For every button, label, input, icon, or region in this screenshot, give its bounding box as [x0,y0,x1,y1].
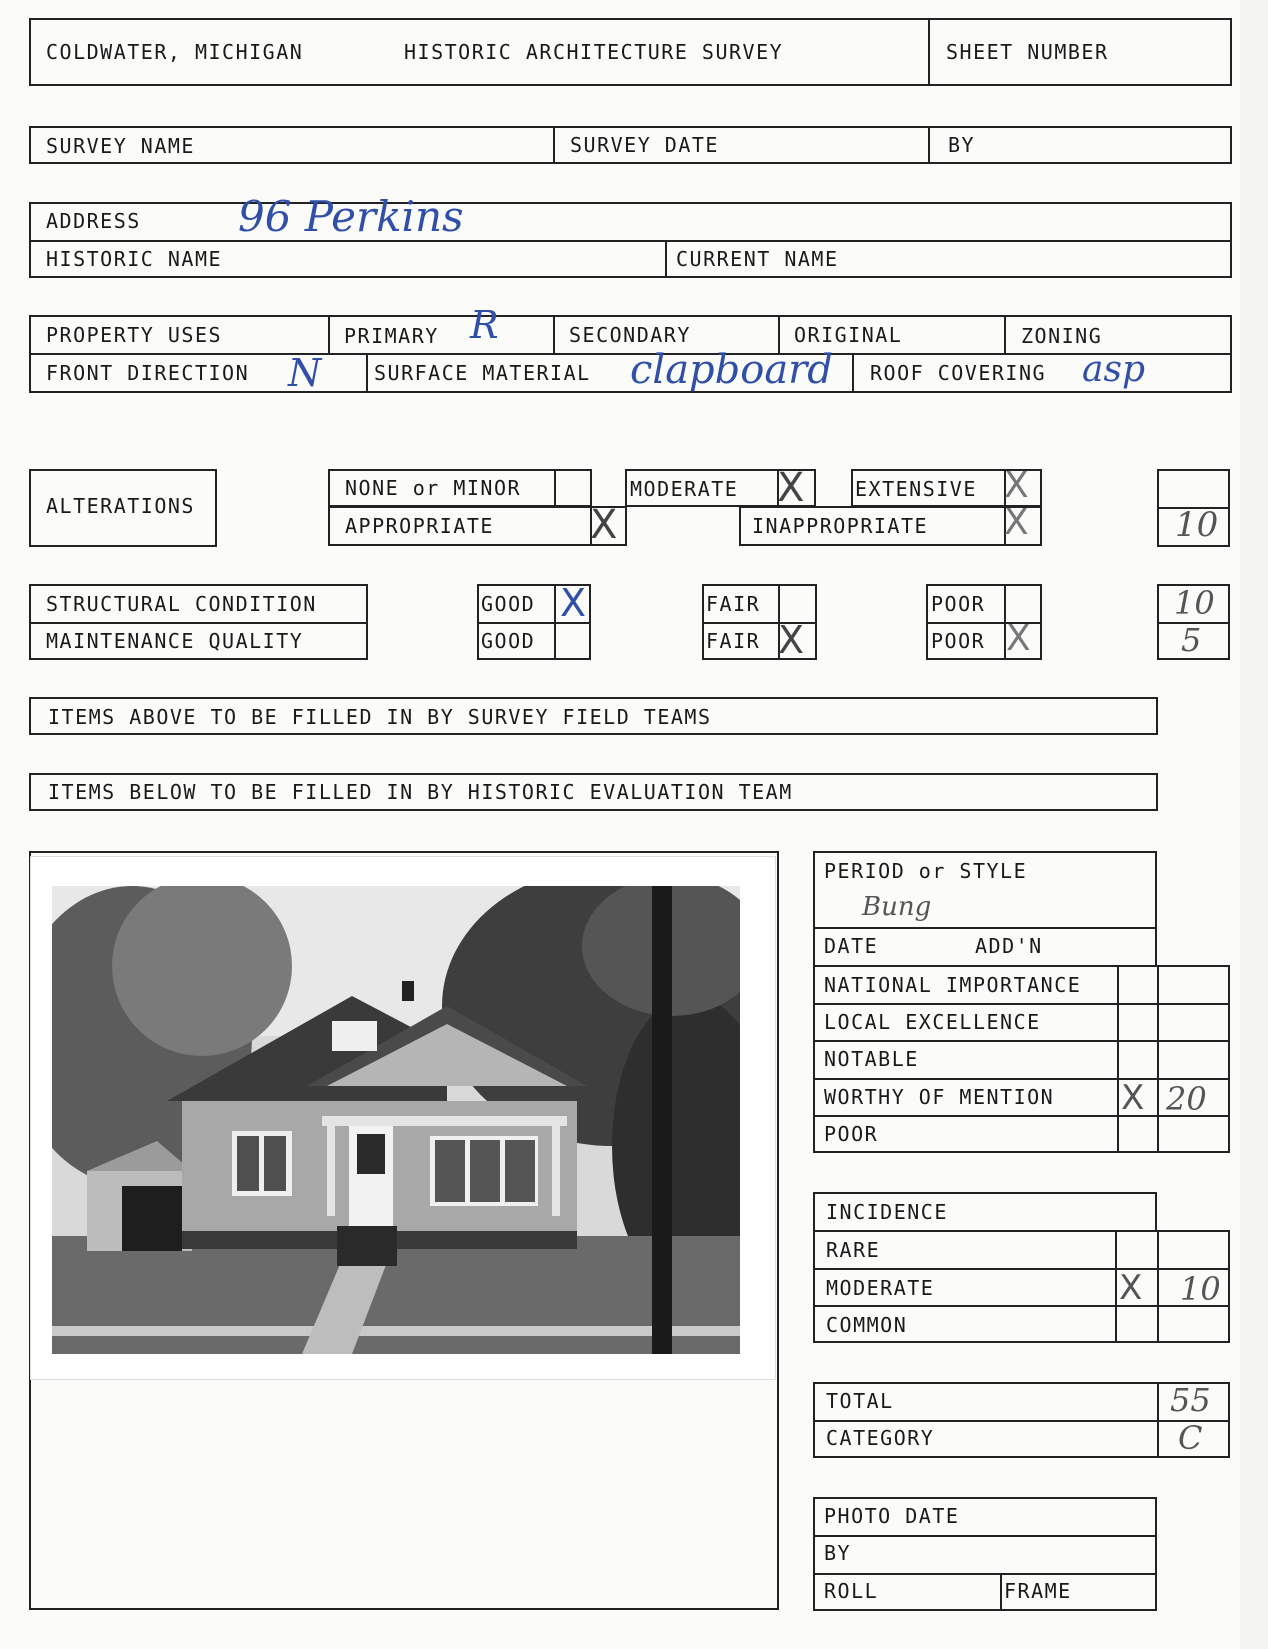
incidence-label: INCIDENCE [826,1200,948,1224]
primary-value: R [470,303,499,347]
roof-covering-value: asp [1082,349,1145,390]
common-label: COMMON [826,1313,908,1337]
rare-label: RARE [826,1238,881,1262]
addn-label: ADD'N [975,934,1043,958]
house-photo [52,886,740,1354]
maintenance-fair-label: FAIR [706,629,761,653]
maintenance-poor-checkmark: X [1006,618,1031,659]
notable-label: NOTABLE [824,1047,919,1071]
survey-by-label: BY [948,133,976,157]
alterations-score: 10 [1175,505,1219,545]
current-name-label: CURRENT NAME [676,247,839,271]
structural-fair-label: FAIR [706,592,761,616]
historic-name-label: HISTORIC NAME [46,247,223,271]
page-title: HISTORIC ARCHITECTURE SURVEY [404,40,784,64]
surface-material-label: SURFACE MATERIAL [374,361,591,385]
worthy-checkmark: X [1121,1078,1145,1118]
moderate-label: MODERATE [630,477,739,501]
secondary-label: SECONDARY [569,323,691,347]
category-label: CATEGORY [826,1426,935,1450]
maintenance-poor-label: POOR [931,629,986,653]
none-minor-label: NONE or MINOR [345,476,522,500]
appropriate-checkmark: X [590,502,618,548]
category-value: C [1178,1419,1203,1457]
extensive-label: EXTENSIVE [855,477,977,501]
front-direction-label: FRONT DIRECTION [46,361,250,385]
address-label: ADDRESS [46,209,141,233]
appropriate-label: APPROPRIATE [345,514,494,538]
incidence-moderate-score: 10 [1180,1270,1221,1308]
maintenance-score: 5 [1181,621,1202,659]
inappropriate-label: INAPPROPRIATE [752,514,929,538]
extensive-checkmark: X [1004,465,1029,506]
maintenance-fair-checkmark: X [778,618,805,662]
structural-poor-label: POOR [931,592,986,616]
incidence-moderate-label: MODERATE [826,1276,935,1300]
inappropriate-checkmark: X [1004,502,1029,543]
worthy-of-mention-label: WORTHY OF MENTION [824,1085,1055,1109]
local-excellence-label: LOCAL EXCELLENCE [824,1010,1041,1034]
sheet-number-label: SHEET NUMBER [946,40,1109,64]
photo-by-label: BY [824,1541,852,1565]
zoning-label: ZONING [1021,324,1103,348]
original-label: ORIGINAL [794,323,903,347]
structural-condition-label: STRUCTURAL CONDITION [46,592,317,616]
structural-good-label: GOOD [481,592,536,616]
front-direction-value: N [288,351,322,395]
surface-material-value: clapboard [630,347,833,393]
structural-good-checkmark: X [560,581,587,625]
survey-name-label: SURVEY NAME [46,134,195,158]
period-style-label: PERIOD or STYLE [824,859,1028,883]
survey-date-label: SURVEY DATE [570,133,719,157]
roof-covering-label: ROOF COVERING [870,361,1047,385]
moderate-checkmark: X [777,465,805,511]
worthy-score: 20 [1166,1080,1207,1118]
alterations-label: ALTERATIONS [46,494,195,518]
maintenance-good-label: GOOD [481,629,536,653]
photo-date-label: PHOTO DATE [824,1504,960,1528]
primary-label: PRIMARY [344,324,439,348]
date-label: DATE [824,934,879,958]
roll-label: ROLL [824,1579,879,1603]
incidence-moderate-checkmark: X [1119,1268,1143,1308]
poor-label: POOR [824,1122,879,1146]
structural-score: 10 [1174,584,1215,622]
period-style-value: Bung [862,892,932,922]
note-below: ITEMS BELOW TO BE FILLED IN BY HISTORIC EVALUATION TEAM [48,780,793,804]
maintenance-quality-label: MAINTENANCE QUALITY [46,629,304,653]
frame-label: FRAME [1004,1579,1072,1603]
national-importance-label: NATIONAL IMPORTANCE [824,973,1082,997]
property-uses-label: PROPERTY USES [46,323,223,347]
note-above: ITEMS ABOVE TO BE FILLED IN BY SURVEY FIELD TEAMS [48,705,712,729]
total-value: 55 [1170,1381,1211,1419]
address-value: 96 Perkins [238,192,464,241]
city-label: COLDWATER, MICHIGAN [46,40,304,64]
total-label: TOTAL [826,1389,894,1413]
